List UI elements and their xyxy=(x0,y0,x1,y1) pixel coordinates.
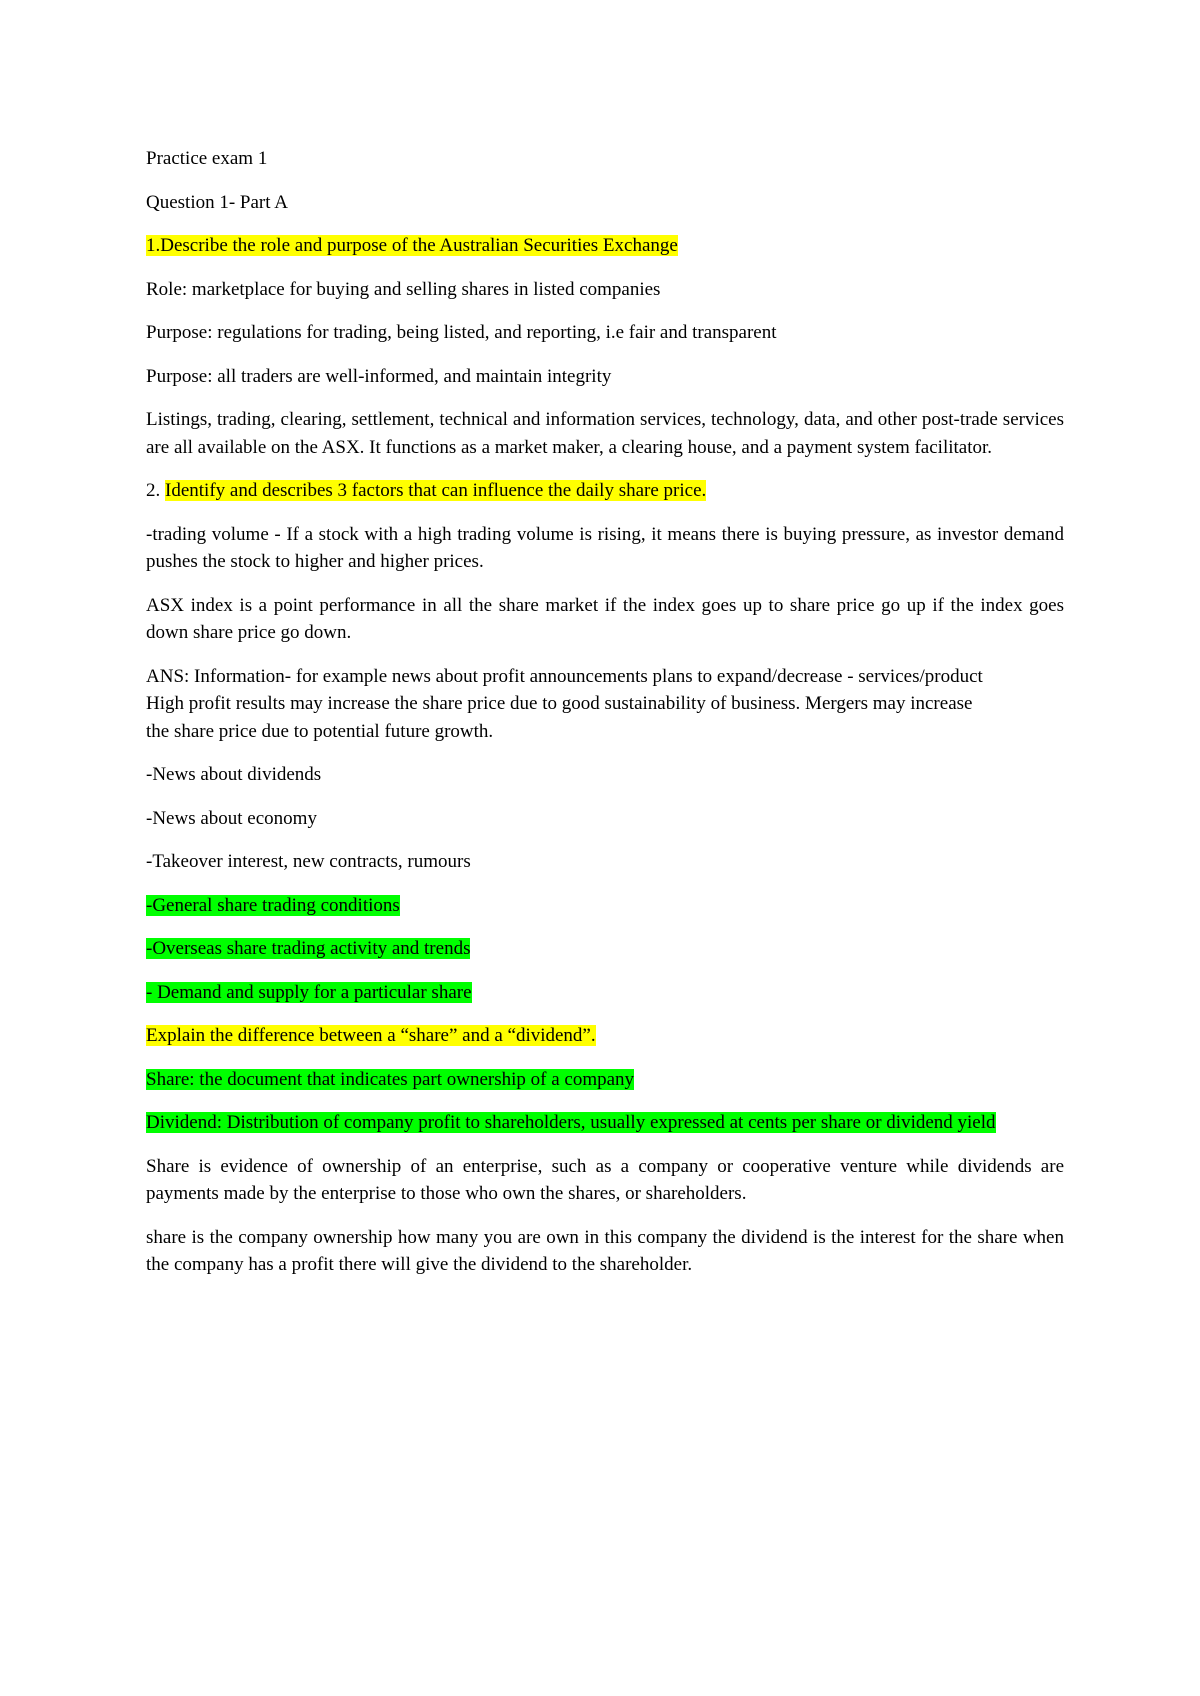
q3-prompt: Explain the difference between a “share” and a “dividend”. xyxy=(146,1025,596,1046)
question-heading xyxy=(146,189,1064,217)
q1-purpose-1-paragraph xyxy=(146,319,1064,347)
q2-prompt: Identify and describes 3 factors that can influence the daily share price. xyxy=(165,480,707,501)
q2-news-dividends: -News about dividends xyxy=(146,764,322,785)
document-body xyxy=(146,145,1064,1295)
q2-news-economy: -News about economy xyxy=(146,807,317,829)
q2-takeover: -Takeover interest, new contracts, rumours xyxy=(146,851,471,872)
q1-purpose-2-paragraph xyxy=(146,363,1064,391)
q3-dividend-def-paragraph xyxy=(146,1109,1064,1137)
q2-trading-volume-paragraph xyxy=(146,521,1064,576)
q2-overseas-activity-paragraph xyxy=(146,935,1064,963)
q1-role: Role: marketplace for buying and selling shares in listed companies xyxy=(146,278,661,300)
q3-share-ownership-paragraph xyxy=(146,1224,1064,1279)
q2-takeover-paragraph xyxy=(146,848,1064,876)
q3-prompt-paragraph xyxy=(146,1022,1064,1050)
q2-demand-supply-paragraph xyxy=(146,979,1064,1007)
q2-general-conditions: -General share trading conditions xyxy=(146,894,400,916)
q2-news-economy-paragraph xyxy=(146,805,1064,833)
q1-services-paragraph xyxy=(146,406,1064,461)
q1-role-paragraph xyxy=(146,276,1064,304)
q1-purpose-1: Purpose: regulations for trading, being listed, and reporting, i.e fair and transparent xyxy=(146,322,777,343)
q3-share-evidence-paragraph xyxy=(146,1153,1064,1208)
q2-asx-index-paragraph xyxy=(146,592,1064,647)
q1-services: Listings, trading, clearing, settlement, technical and information services, technology, data, and other post-trade services are all available on the ASX. It functions as a market maker, a clearing house, and a payment system facilitator. xyxy=(146,409,1064,458)
q3-dividend-def: Dividend: Distribution of company profit to shareholders, usually expressed at cents per share or dividend yield xyxy=(146,1112,996,1133)
document-title-text: Practice exam 1 xyxy=(146,148,268,169)
q2-news-dividends-paragraph xyxy=(146,761,1064,789)
q3-share-def-paragraph xyxy=(146,1066,1064,1094)
q3-share-def: Share: the document that indicates part ownership of a company xyxy=(146,1068,635,1090)
q3-share-ownership: share is the company ownership how many you are own in this company the dividend is the interest for the share when the company has a profit there will give the dividend to the shareholder. xyxy=(146,1226,1064,1275)
q2-general-conditions-paragraph xyxy=(146,892,1064,920)
document-title xyxy=(146,145,1064,173)
q2-prompt-paragraph xyxy=(146,477,1064,505)
q2-ans-information-paragraph xyxy=(146,663,1064,746)
q2-trading-volume: -trading volume - If a stock with a high trading volume is rising, it means there is buying pressure, as investor demand pushes the stock to higher and higher prices. xyxy=(146,523,1064,572)
q3-share-evidence: Share is evidence of ownership of an enterprise, such as a company or cooperative venture while dividends are payments made by the enterprise to those who own the shares, or shareholders. xyxy=(146,1155,1064,1204)
q1-prompt-paragraph xyxy=(146,232,1064,260)
q2-number-prefix: 2. xyxy=(146,480,165,501)
q2-overseas-activity: -Overseas share trading activity and trends xyxy=(146,938,471,959)
q1-purpose-2: Purpose: all traders are well-informed, and maintain integrity xyxy=(146,365,612,387)
q2-ans-information: ANS: Information- for example news about profit announcements plans to expand/decrease - services/product High profit results may increase the share price due to good sustainability of business. Mergers may increase the share price due to potential future growth. xyxy=(146,665,983,742)
question-heading-text: Question 1- Part A xyxy=(146,191,288,213)
q2-demand-supply: - Demand and supply for a particular share xyxy=(146,981,472,1003)
q1-prompt: 1.Describe the role and purpose of the Australian Securities Exchange xyxy=(146,235,678,256)
q2-asx-index: ASX index is a point performance in all the share market if the index goes up to share price go up if the index goes down share price go down. xyxy=(146,594,1064,643)
